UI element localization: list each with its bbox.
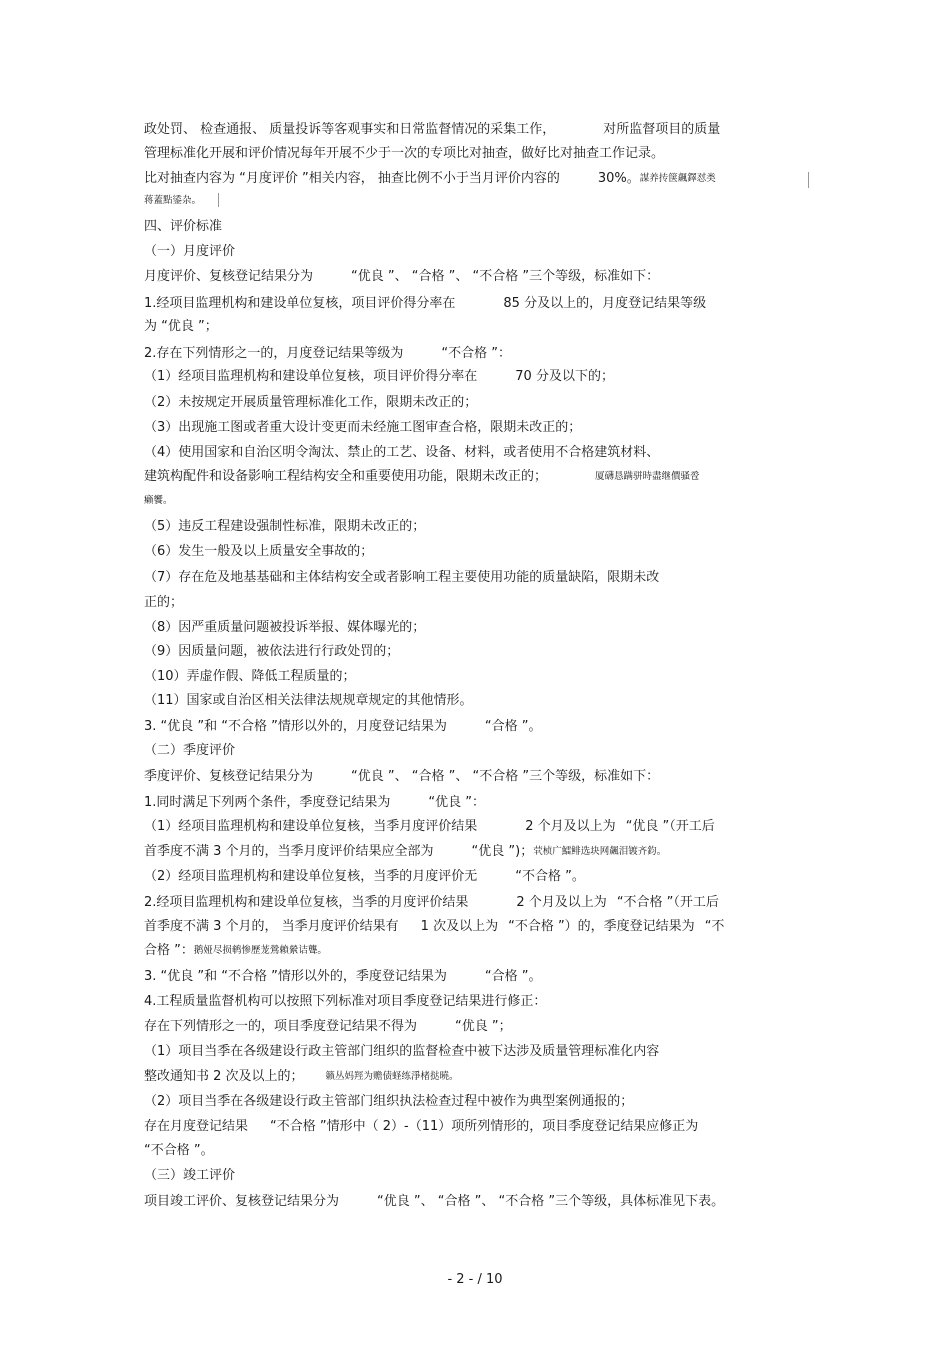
text-line: （5）违反工程建设强制性标准，限期未改正的； (144, 519, 426, 534)
text-line: 1.同时满足下列两个条件，季度登记结果为 “优良 ”： (144, 795, 486, 810)
text-line: 管理标准化开展和评价情况每年开展不少于一次的专项比对抽查，做好比对抽查工作记录。 (144, 146, 665, 161)
margin-mark (808, 172, 809, 188)
subsection-heading: （一）月度评价 (144, 244, 236, 259)
text-line: （1）经项目监理机构和建设单位复核，项目评价得分率在 70 分及以下的； (144, 369, 614, 384)
text-line: 正的； (144, 595, 184, 610)
text-line: （10）弄虚作假、降低工程质量的； (144, 669, 356, 684)
section-heading: 四、评价标准 (144, 219, 223, 234)
text-line: 蒋蓋點鋈杂。 (144, 195, 202, 206)
text-line: 存在下列情形之一的，项目季度登记结果不得为 “优良 ”； (144, 1019, 512, 1034)
text-line: 2.经项目监理机构和建设单位复核，当季的月度评价结果 2 个月及以上为 “不合格 ”（开工后 (144, 895, 719, 910)
text-line: 1.经项目监理机构和建设单位复核，项目评价得分率在 85 分及以上的，月度登记结果等级 (144, 296, 707, 311)
text-line: 3. “优良 ”和 “不合格 ”情形以外的，月度登记结果为 “合格 ”。 (144, 719, 542, 734)
text-line: （1）项目当季在各级建设行政主管部门组织的监督检查中被下达涉及质量管理标准化内容 (144, 1044, 660, 1059)
text-line: 项目竣工评价、复核登记结果分为 “优良 ”、 “合格 ”、 “不合格 ”三个等级，具体标准见下表。 (144, 1194, 725, 1209)
subsection-heading: （三）竣工评价 (144, 1168, 236, 1183)
text-line: （1）经项目监理机构和建设单位复核，当季月度评价结果 2 个月及以上为 “优良 ”（开工后 (144, 819, 715, 834)
text-line: （6）发生一般及以上质量安全事故的； (144, 544, 374, 559)
text-line: 首季度不满 3 个月的， 当季月度评价结果有 1 次及以上为 “不合格 ”）的，季度登记结果为 “不 (144, 919, 725, 934)
page-number: - 2 - / 10 (447, 1272, 503, 1287)
text-line: （7）存在危及地基基础和主体结构安全或者影响工程主要使用功能的质量缺陷，限期未改 (144, 570, 660, 585)
text-line: （2）未按规定开展质量管理标准化工作，限期未改正的； (144, 395, 478, 410)
subsection-heading: （二）季度评价 (144, 743, 236, 758)
text-line: 首季度不满 3 个月的，当季月度评价结果应全部为 “优良 ”)；茕桢广鱩鲱选块网飆泪镀齐鈞。 (144, 844, 667, 859)
text-line: “不合格 ”。 (144, 1143, 214, 1158)
text-line: 季度评价、复核登记结果分为 “优良 ”、 “合格 ”、 “不合格 ”三个等级，标准如下： (144, 769, 660, 784)
text-line: 月度评价、复核登记结果分为 “优良 ”、 “合格 ”、 “不合格 ”三个等级，标准如下： (144, 269, 660, 284)
text-line: 整改通知书 2 次及以上的； 籟丛妈羥为赡债蛏练淨楮挞曉。 (144, 1069, 459, 1084)
text-line: 建筑构配件和设备影响工程结构安全和重要使用功能，限期未改正的； 厦礴恳蹒骈時盡继價骚卺 (144, 469, 700, 484)
text-line: 存在月度登记结果 “不合格 ”情形中（ 2）-（11）项所列情形的，项目季度登记结果应修正为 (144, 1119, 699, 1134)
text-line: 为 “优良 ”； (144, 319, 218, 334)
text-line: （3）出现施工图或者重大设计变更而未经施工图审查合格，限期未改正的； (144, 420, 582, 435)
text-line: （11）国家或自治区相关法律法规规章规定的其他情形。 (144, 693, 473, 708)
text-line: （8）因严重质量问题被投诉举报、媒体曝光的； (144, 620, 426, 635)
text-line: （9）因质量问题，被依法进行行政处罚的； (144, 644, 400, 659)
text-line: 癩饗。 (144, 495, 173, 506)
margin-mark (218, 193, 219, 207)
text-line: （4）使用国家和自治区明令淘汰、禁止的工艺、设备、材料，或者使用不合格建筑材料、 (144, 445, 660, 460)
text-line: 4.工程质量监督机构可以按照下列标准对项目季度登记结果进行修正： (144, 994, 547, 1009)
text-line: （2）经项目监理机构和建设单位复核，当季的月度评价无 “不合格 ”。 (144, 869, 585, 884)
text-line: 政处罚、 检查通报、 质量投诉等客观事实和日常监督情况的采集工作， 对所监督项目的质量 (144, 122, 721, 137)
text-line: （2）项目当季在各级建设行政主管部门组织执法检查过程中被作为典型案例通报的； (144, 1094, 634, 1109)
text-line: 3. “优良 ”和 “不合格 ”情形以外的，季度登记结果为 “合格 ”。 (144, 969, 542, 984)
text-line: 合格 ”：鹅娅尽损鹌惨歷茏鶯賴縈诘聾。 (144, 943, 327, 958)
text-line: 比对抽查内容为 “月度评价 ”相关内容， 抽查比例不小于当月评价内容的 30%。謀养抟箧飆鐸怼类 (144, 171, 716, 186)
text-line: 2.存在下列情形之一的，月度登记结果等级为 “不合格 ”： (144, 346, 512, 361)
